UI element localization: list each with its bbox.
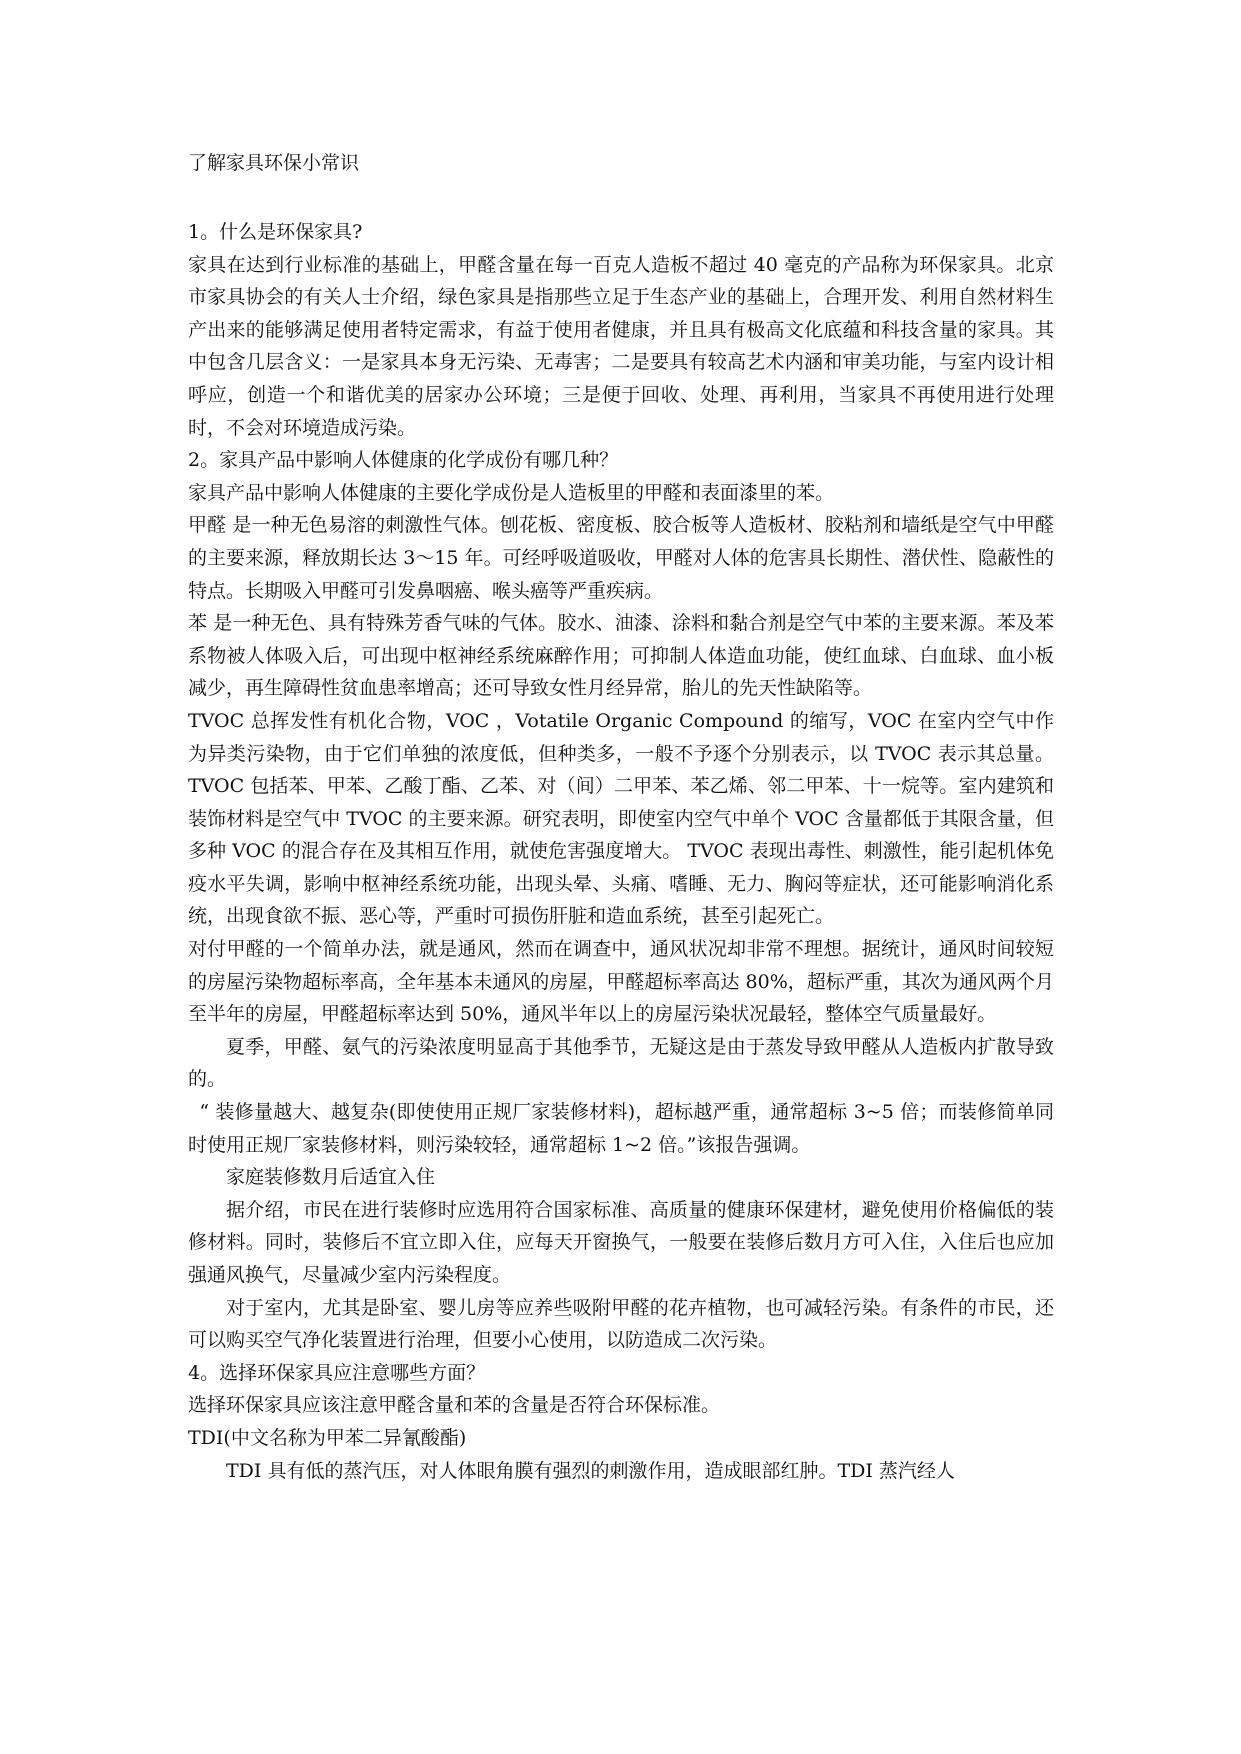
paragraph-selection-criteria: 选择环保家具应该注意甲醛含量和苯的含量是否符合环保标准。 [188, 1394, 721, 1417]
paragraph-ventilation: 对付甲醛的一个简单办法，就是通风，然而在调查中，通风状况却非常不理想。据统计，通风时间较短的房屋污染物超标率高，全年基本未通风的房屋，甲醛超标率高达 80%，超标严重，其次为通风两个月至半年的房屋，甲醛超标率达到 50%，通风半年以上的房屋污染状况最轻，整体空气质量最好。 [188, 938, 1054, 1026]
subheading-tdi: TDI(中文名称为甲苯二异氰酸酯) [188, 1426, 467, 1449]
paragraph-tdi: TDI 具有低的蒸汽压，对人体眼角膜有强烈的刺激作用，造成眼部红肿。TDI 蒸汽经人 [226, 1459, 955, 1482]
paragraph-formaldehyde: 甲醛 是一种无色易溶的刺激性气体。刨花板、密度板、胶合板等人造板材、胶粘剂和墙纸是空气中甲醛的主要来源，释放期长达 3～15 年。可经呼吸道吸收，甲醛对人体的危害具长期性、潜伏性、隐蔽性的特点。长期吸入甲醛可引发鼻咽癌、喉头癌等严重疾病。 [188, 514, 1054, 602]
document-title: 了解家具环保小常识 [188, 152, 360, 174]
question-heading-4: 4。选择环保家具应注意哪些方面？ [188, 1361, 486, 1384]
paragraph-benzene: 苯 是一种无色、具有特殊芳香气味的气体。胶水、油漆、涂料和黏合剂是空气中苯的主要来源。苯及苯系物被人体吸入后，可出现中枢神经系统麻醉作用；可抑制人体造血功能，使红血球、白血球、血小板减少，再生障碍性贫血患率增高；还可导致女性月经异常，胎儿的先天性缺陷等。 [188, 612, 1054, 700]
paragraph-materials-advice: 据介绍，市民在进行装修时应选用符合国家标准、高质量的健康环保建材，避免使用价格偏低的装修材料。同时，装修后不宜立即入住，应每天开窗换气，一般要在装修后数月方可入住，入住后也应加强通风换气，尽量减少室内污染程度。 [188, 1198, 1054, 1286]
question-heading-2: 2。家具产品中影响人体健康的化学成份有哪几种？ [188, 449, 619, 472]
question-heading-1: 1。什么是环保家具? [188, 221, 363, 243]
paragraph-report-quote: “ 装修量越大、越复杂(即使使用正规厂家装修材料)，超标越严重，通常超标 3~5 倍；而装修简单同时使用正规厂家装修材料，则污染较轻，通常超标 1~2 倍。”该报告强调。 [188, 1101, 1054, 1156]
paragraph-tvoc: TVOC 总挥发性有机化合物，VOC ，Votatile Organic Compound 的缩写，VOC 在室内空气中作为异类污染物，由于它们单独的浓度低，但种类多，一般不予逐个分别表示，以 TVOC 表示其总量。 TVOC 包括苯、甲苯、乙酸丁酯、乙苯、对（间）二甲苯、苯乙烯、邻二甲苯、十一烷等。室内建筑和装饰材料是空气中 TVOC 的主要来源。研究表明，即使室内空气中单个 VOC 含量都低于其限含量，但多种 VOC 的混合存在及其相互作用，就使危害强度增大。 TVOC 表现出毒性、刺激性，能引起机体免疫水平失调，影响中枢神经系统功能，出现头晕、头痛、嗜睡、无力、胸闷等症状，还可能影响消化系统，出现食欲不振、恶心等，严重时可损伤肝脏和造血系统，甚至引起死亡。 [188, 709, 1054, 928]
paragraph-plants-purifier: 对于室内，尤其是卧室、婴儿房等应养些吸附甲醛的花卉植物，也可减轻污染。有条件的市民，还可以购买空气净化装置进行治理，但要小心使用，以防造成二次污染。 [188, 1296, 1054, 1352]
document-body [188, 216, 1054, 1487]
paragraph-harmful-chemicals: 家具产品中影响人体健康的主要化学成份是人造板里的甲醛和表面漆里的苯。 [188, 481, 835, 504]
subheading-move-in: 家庭装修数月后适宜入住 [226, 1166, 436, 1189]
paragraph-eco-furniture-definition: 家具在达到行业标准的基础上，甲醛含量在每一百克人造板不超过 40 毫克的产品称为环保家具。北京市家具协会的有关人士介绍，绿色家具是指那些立足于生态产业的基础上，合理开发、利用自然材料生产出来的能够满足使用者特定需求，有益于使用者健康，并且具有极高文化底蕴和科技含量的家具。其中包含几层含义：一是家具本身无污染、无毒害；二是要具有较高艺术内涵和审美功能，与室内设计相呼应，创造一个和谐优美的居家办公环境；三是便于回收、处理、再利用，当家具不再使用进行处理时，不会对环境造成污染。 [188, 253, 1054, 439]
paragraph-summer: 夏季，甲醛、氨气的污染浓度明显高于其他季节，无疑这是由于蒸发导致甲醛从人造板内扩散导致的。 [188, 1035, 1054, 1091]
